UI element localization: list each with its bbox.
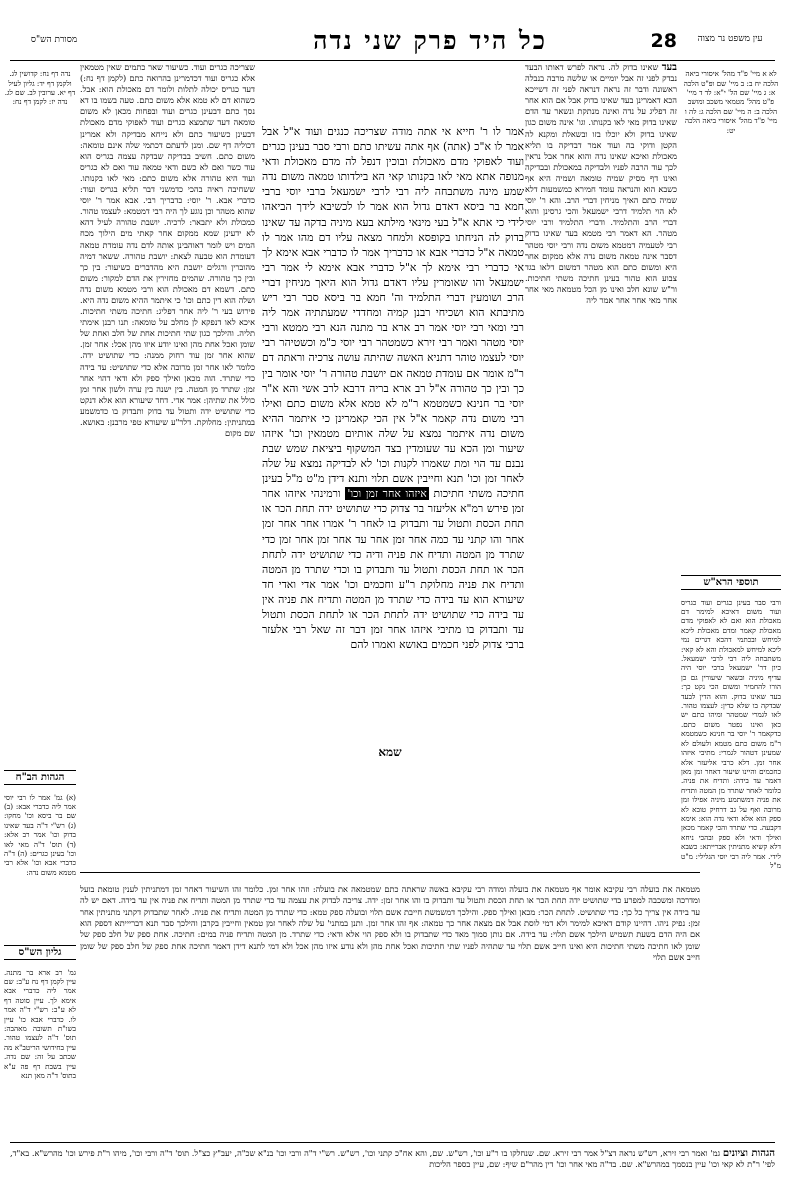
hagahot-habach-text: (א) גמ' אמר לו רבי יוסי אמר ליה כדברי אבא: (ב) שם בר ביסא וכו' מחקו: (ג) רש"י ד"ה בעד שאינו בדוק וכו' אמר רב אלא: (ד) תוס' ד"ה מאי לאו וכו' בעינן כגרים: (ה) ד"ה כדברי אבא וכו' אלא רבי מטמא משום נדה: xyxy=(4,792,76,877)
gemara-catchword: שמא xyxy=(378,745,402,759)
masoret-hashas-margin xyxy=(4,62,76,462)
page-header xyxy=(10,18,775,58)
tosafot-harosh-text: ורבי סבר בעינן כגרים ועוד כגריס ועוד משום דאיכא למימר דם מאכולת הוא ואם לא לאפוקי מדם מאכולת קאמר ומדם מאכולת ליכא למיחש ובכתמי דהכא דגרים נמי ליכא למיחש למאכולת והא לא קאי: משתבחה ליה רבי לרבי ישמעאל. כיון דר' ישמעאל ברבי יוסי היה עדיף מיניה ובשאר שיעורין גם כן הורו להחמיר ומשום הכי נקט כך: בעד שאינו בדוק. והוא הדין לבעד שבדקה בו שלא כדין: לעצמו טהור. לאו לגמרי שמטהר ומיהו כתם יש כאן ואינו נפטר משום כתם. כדקאמר ר' יוסי בר חנינא כשמטמא ר"מ משום כתם מטמא ולעולם לא שמעינן דטהור לגמרי: מתיבי איזהו אחר זמן. דלא כרבי אליעזר אלא כחכמים והיינו שיעור דאחר זמן מאן דאמר עד בידה: ותדיח את פניה. כלומר לאחר שתרד מן המטה ותדיח את פניה דמשתמע מיניה אפילו זמן מרובה ואף על גב דרחיק טובא לא ספק הוא אלא ודאי נדה הוא: אימא דקבעה. כדי שתרד והכי קאמר מכאן ואילך ודאי ולא ספק ובהכי ניחא דלא קשיא מתניתין אברייתא: כשבא לידי. אמר ליה רבי יוסי הגלילי: מ"ט מ"ל xyxy=(681,597,781,870)
gemara-text xyxy=(262,124,524,694)
gilyon-hashas-title: גליון הש"ס xyxy=(4,945,76,960)
bottom-commentary-text: מטמאה את בועלה רבי עקיבא אומר אף מטמאה את בועלה ומודה רבי עקיבא באשה שראתה כתם שמטמאה את בועלה: וזהו אחר זמן. כלומר זהו השיעור דאחר זמן דמתניתין לענין טומאת בועל ומדרכה ומשכבה למפרע כדי שתושיט ידה תחת הכר או תחת הכסת ותטול עד ותבדוק בו והו אחר זמן: ידה. צריכה לבדוק את עצמה עד כדי שתרד מן המטה ותדיח את פניה אין עד בידה. דאם יש לה עד בידה אין צריך כל כך: כדי שתושיט. לתחת הכר: מכאן ואילך ספק. והילכך דמשמשת חייבת אשם תלוי ובועלה ספק טמא: כדי שתרד מן המטה ותדיח את פניה. לאחר שתבדוק דקתני מתניתין אחר זמן: נפיק ניהו. דהיינו קודם דאיכא למימר ולא דמי לוסת אבל אם מצאה אחר כך טמאה: אף זהו אחר זמן. ותנן במתני' על שלה לאחר זמן טמאין וחייבין בקרבן והילכך סבר תנא דבריייתא דספק הוא אם היה הדם בשעת תשמיש הילכך אשם תלוי: עד בידה. אם נותן סמוך מאד כדי שתבדוק בו ולא ספק הוי אלא ודאי: כדי שתרד. מן המטה ותדיח פניה במים: חתיכה. אחת ספק של חלב ספק של שומן לאו חתיכה משתי חתיכות היא ואינו חייב אשם תלוי עד שתהיה לפניו שתי חתיכות ואכל אחת מהן ולא נודע איזו מהן אכל ולא דמי לתנא דידן דאמר חתיכה אחת ספק של חלב ספק של שומן חייב אשם תלוי xyxy=(80,884,700,962)
tosafot-harosh-title: תוספי הרא"ש xyxy=(681,575,781,590)
bottom-commentary xyxy=(80,876,700,1106)
rashi-headword: בעד xyxy=(661,62,677,73)
header-rule xyxy=(10,60,775,61)
gilyon-hashas-text: גמ' רב ארא בר מתנה. עיין לקמן דף נח ע"ב: שם אמר ליה כדברי אבא אימא לך. עיין סוטה דף לא ע"ב: רש"י ד"ה אמר לו. כדברי אבא כו' עיין בשו"ת תשובה מאהבה: תוס' ד"ה לעצמו טהור. עיין בחידושי הריטב"א מה שכתב על זה: שם נדה. עיין בשבת דף פה ע"א בתוס' ד"ה מאן תנא xyxy=(4,967,76,1081)
masoret-hashas-text: נדה דף נח: קדושין לג. ולקמן דף יד: גליון לעיל דף יא. ערובין לב. שם לג. נדה יז: לקמן דף נח: xyxy=(4,69,76,107)
gemara-text-part-a: אמר לו ר' חייא אי אתה מודה שצריכה כנגים ועוד א"ל אבל אמר לו א"כ (אתה) אף אתה עשיתו כתם ורבי סבר בעינן כגרים ועוד לאפוקי מדם מאכולת ובוכין דנפל לה מדם מאכולת ודאי מנופה אתא מאי לאו בקנותו קאי הא בילדותו טמאה משום נדה שמע מינה משתבחה ליה רבי לרבי ישמעאל ברבי יוסי ברבי חמא בר ביסא דאדם גדול הוא אמר לו לכשיבא לידך הביאהו לידי כי אתא א"ל בעי מינאי מילתא בעא מיניה בדקה עד שאינו בדוק לה הניחתו בקופסא ולמחר מצאה עליו דם מהו אמר לו טמאה א"ל כדברי אבא או כדבריך אמר לו כדברי אבא אימא לך אי כדברי רבי אימא לך א"ל כדברי אבא אימא לי אמר רבי ישמעאל והו שאומרין עליו דאדם גדול הוא היאך מניחין דברי הרב ושומעין דברי התלמיד וה' חמא בר ביסא סבר רבי ריש מתיבתא הוא ושכיחי רבנן קמיה ומחדדי שמעתתיה אמר ליה רבי ומאי רבי יוסי אמר רב ארא בר מתנה הנא רבי ממטא ורבי יוסי מטהר ואמר רבי זירא כשמטהר רבי יוסי כ"מ וכשטיהר רבי יוסי לעצמו טוהר דתניא האשה שהיתה עושה צרכיה וראתה דם ר"מ אומר אם עומדת טמאה אם יושבת טהורה ר' יוסי אומר בין כך ובין כך טהורה א"ל רב ארא בריה דרבא לרב אשי והא א"ר יוסי בר חנינא כשמטמא ר"מ לא טמא אלא משום כתם ואילו רבי משום נדה קאמר א"ל אין הכי קאמרינן כי איתמר ההיא משום נדה איתמר נמצא על שלה אותיום מטמאין וכו' איזהו שיעור ומן הכא עד שעומדין בצד המשקוף ביציאת שמש שבת נבנם עד הוי ומת שאמרו לקנות וכו' לא לבדיקה נמצא על שלה לאחר זמן וכו' תנא וחייבין אשם תלוי ותנא דידן מ"ט מ"ל בעינן חתיכה משתי חתיכות xyxy=(262,125,524,501)
rashi-text: שאינו בדוק לה. נראה לפרש דאותו הבעד נבדק לפני זה אבל יומיים או שלשה מרבה בנבלה ראשונה ודבר זה נראה דנראה לפני זה דשייכא הכא דאמרינן בעד שאינו בדוק אבל אם הוא אחר זה דפליג על נדה ואינה מנתקת ונשאר עד הדם שאינו בדוק מאי לאו בקנותו. וגו' אינה משום כגון שאינו בדוק ולא יוכלו בזו ובשאלת ומקנא לה הקטן ודוקי בה ועוד אמר דבדיקה בו תליא מאכולת ואיכא שאינו נדה והוא אחר אבל נראין לכך עוד הרבה לפניו ולבדיקה במאכולת ובבדיקה ואינו דף מסיק שמיה טומאה ושמיה היא אף כשבא הוא והנראה עומד חמירא כמשמעות דלא שמיה כתם האיך מניחין דברי הרב. והא ר' יוסי לא הוי תלמיד דרבי ישמעאל והכי גרסינן והוא דברי הרב והתלמיד. ודברי התלמיד ורבי יוסי מטהר. הא דאמר רבי מטמא בעד שאינו בדוק רבי לטעמיה דמטמא משום נדה ורבי יוסי מטהר דסבר אינה טמאה משום נדה אלא ממקום אחר היא ומשום כתם הוא מטהר דמשום דלאו בגד צבוע הוא טהור בעינן חתיכה משתי חתיכות. ור"ש שונא חלב ואינו מן הכל מטמאה מאי אחר אחר מאי אחר אחר אמר ליה xyxy=(525,62,677,305)
hagahot-habach-box xyxy=(4,770,76,940)
footer-text: גמ' ואמר רבי זירא, רש"ש נראה דצ"ל אמר רבי זירא. שם. שנחלקו בו ר"ע וכו', רש"ש. שם, והא אח"כ קתני וכו', רש"ש. רש"י ד"ה ורבי וכו' בנ"א שכ"ה, יעב"ץ כצ"ל. תוס' ד"ה ורבי וכו', מיהו ר"ת פירש וכו' מהרש"א. בא"ד, לפי' ר"ת לא קאי וכו' עיין בנסמך במהרש"א. שם. בד"ה מאי אחר וכו' דין מהר"ם שיף: שם, עיין בספר הליכות xyxy=(10,1148,775,1169)
gilyon-hashas-box xyxy=(4,945,76,1095)
hagahot-habach-title: הגהות הב"ח xyxy=(4,770,76,785)
gemara-highlighted-phrase[interactable]: איזהו אחר זמן וכו' xyxy=(347,487,427,501)
gemara-text-part-b: ורמינהי איזהו אחר זמן פירש רמ"א אליעזר בר צדוק כדי שתושיט ידה תחת הכר או תחת הכסת ותטול עד ותבדוק בו לאחר ר' אמרו אחר אחר זמן אחר והו קתני עד כמה אחר זמן אחר עד אחר זמן אחר זמן כדי שתרד מן המטה ותדיח את פניה ודיה כדי שתושיט ידה לתחת הכר או תחת הכסת ותטול עד ותבדוק בו וכדי שתרד מן המטה ותדיח את פניה מחלוקת ר"ע וחכמים וכו' אמר אדי ואדי חד שיעורא הוא עד בידה כדי שתרד מן המטה ותדיח את פניה אין עד בידה כדי שתושיט ידה לתחת הכר או לתחת הכסת ותטול עד ותבדוק בו מתיבי איזהו אחר זמן דבר זה שאל רבי אלעזר ברבי צדוק לפני חכמים באושא ואמרו להם xyxy=(262,487,524,652)
page-title: כל היד פרק שני נדה xyxy=(313,26,547,55)
ein-mishpat-margin xyxy=(681,62,781,562)
tosafot-text: שצריכה כגרים ועוד. כשיעור שאר כתמים שאין מטמאין אלא כגריס ועוד דכדמרינן בהרואה כתם (לקמן דף נח:) דעד כגריס יכולה לתלות ולומר דם מאכולת הוא: אבל. כשהוא דם לא טמא אלא משום כתם. טעה בשמו בו דא נסך כתם דבעינן כגרים ועוד ובפחות מכאן לא משום טומאה דעד שתמצא כגרים ועוד לאפוקי מדם מאכולת דבעינן כשיעור כתם ולא נייחא מבדיקה ולא אמרינן דכוליה דף שם. ומנן לדעתם דכתמי שלה אינם טומאה: משום כתם. חשיב בבדיקה שבדקה עצמה בגריס הוא עוד כשר ואם לא כשם ודאי טמאה עוד ואם לא כגריס ועוד היא טהורה אלא משום כתם: מאי לאו בקנותו. ששחיבה ראיה בהכי כדמשני דבר תליא בגריס ועוד: כדברי אבא. ר' יוסי: כדבריך רבי. אבא אמר ר' יוסי שהוא מטהר וכן נוגע לך היה רבי דמטמא: לעצמו טהור. כמכולת ולא יתבאר: לרכיה. יושבת טהורה לעיל דהא לא ידעינן שמא ממקום אחר קאתי מים הילוך מכח המים ויש לומר דאוהבינן אותה לדם נדה עומדת טמאה דעומדת הוא טבעה לצאת: יושבת טהורה. ששאר דמיה מהוברין ורגלים יושבת היא מהדברים כשיעור: בין כך ובין כך טהורה. שהמים מחזירין את הדם למקור: משום כתם. דשמא דם מאכולת הוא ורבי מטמא משום נדה ושלה הוא דין כתם וכו' כי איתמר ההיא משום נדה היא. פירוש בעי ר' ליה אחר דפליג: חתיכה משתי חתיכות. איכא לאו דנפקא לן מחלב על טומאה: תנו רבנן אימתי תליה. והילכך כגון שתי חתיכות אחת של חלב ואחת של שומן ואכל אחת מהן ואינו יודע איזו מהן אכל: אחר זמן. שהוא אחר זמן עוד רחוק ממנה: כדי שתושיט ידה. כלומר לאו אחר זמן מרובה אלא כדי שתושיט: עד בידה כדי שתרד. הוה מכאן ואילך ספק ולא ודאי דהוי אחר זמן: שתרד מן המטה. בין ישנה בין ערה ולשון אחר זמן כולל את שתיהן: אמר אדי. דחד שיעורא הוא אלא דנקט כדי שתושיט ידה ותטול עד בדוק ותבדוק בו כדמשמע במתניתין: מחלוקת. דלר"ע שיעורא טפי מרבנן: באושא. שם מקום xyxy=(80,62,255,439)
footer-rule xyxy=(10,1142,775,1143)
footer-label: הגהות וציונים xyxy=(722,1148,775,1159)
tosafot-harosh-box xyxy=(681,575,781,1095)
tosafot-commentary xyxy=(80,62,255,870)
bottom-section-rule xyxy=(80,872,700,873)
folio-number: 28 xyxy=(650,30,677,52)
footer-notes xyxy=(10,1148,775,1170)
rashi-commentary xyxy=(525,62,677,870)
header-masoret-label: מסורת הש"ס xyxy=(30,35,78,45)
ein-mishpat-text: לא א מיי' פ"ד מהל' איסורי ביאה הלכה יח ב: ב מיי' שם ופ"ט הלכה א: ג מיי' שם הל' י"א: לד ד מיי' פ"ט מהל' מטמאי משכב ומושב הלכה ב: ה מיי' שם הלכה ג: לה ו מיי' פ"ד מהל' איסורי ביאה הלכה יט: xyxy=(683,69,779,135)
header-ein-mishpat-label: עין משפט נר מצוה xyxy=(697,34,763,44)
